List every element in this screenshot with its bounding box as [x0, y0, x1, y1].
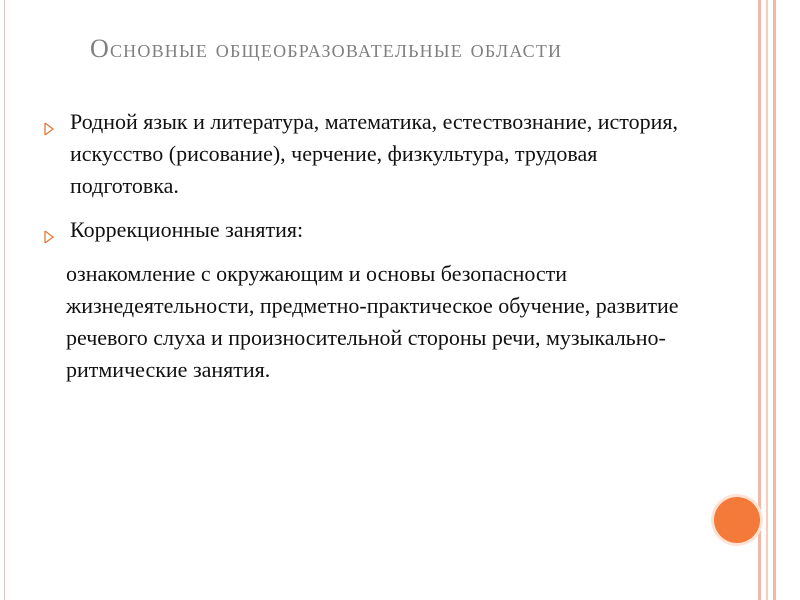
decorative-circle — [714, 497, 760, 543]
bullet-item-correctional — [40, 214, 700, 246]
bullet-icon — [44, 113, 54, 127]
left-divider — [4, 0, 5, 600]
bullet-text: Коррекционные занятия: — [70, 217, 304, 242]
bullet-icon — [44, 221, 54, 235]
right-decorative-stripe — [758, 0, 776, 600]
slide-title: Основные общеобразовательные области — [90, 34, 563, 63]
slide-content — [40, 106, 700, 386]
correctional-details-text: ознакомление с окружающим и основы безопасности жизнедеятельности, предметно-практическое обучение, развитие речевого слуха и произносительной стороны речи, музыкально-ритмические занятия. — [66, 261, 679, 382]
bullet-item-subjects — [40, 106, 700, 202]
bullet-text: Родной язык и литература, математика, естествознание, история, искусство (рисование), черчение, физкультура, трудовая подготовка. — [70, 109, 678, 198]
